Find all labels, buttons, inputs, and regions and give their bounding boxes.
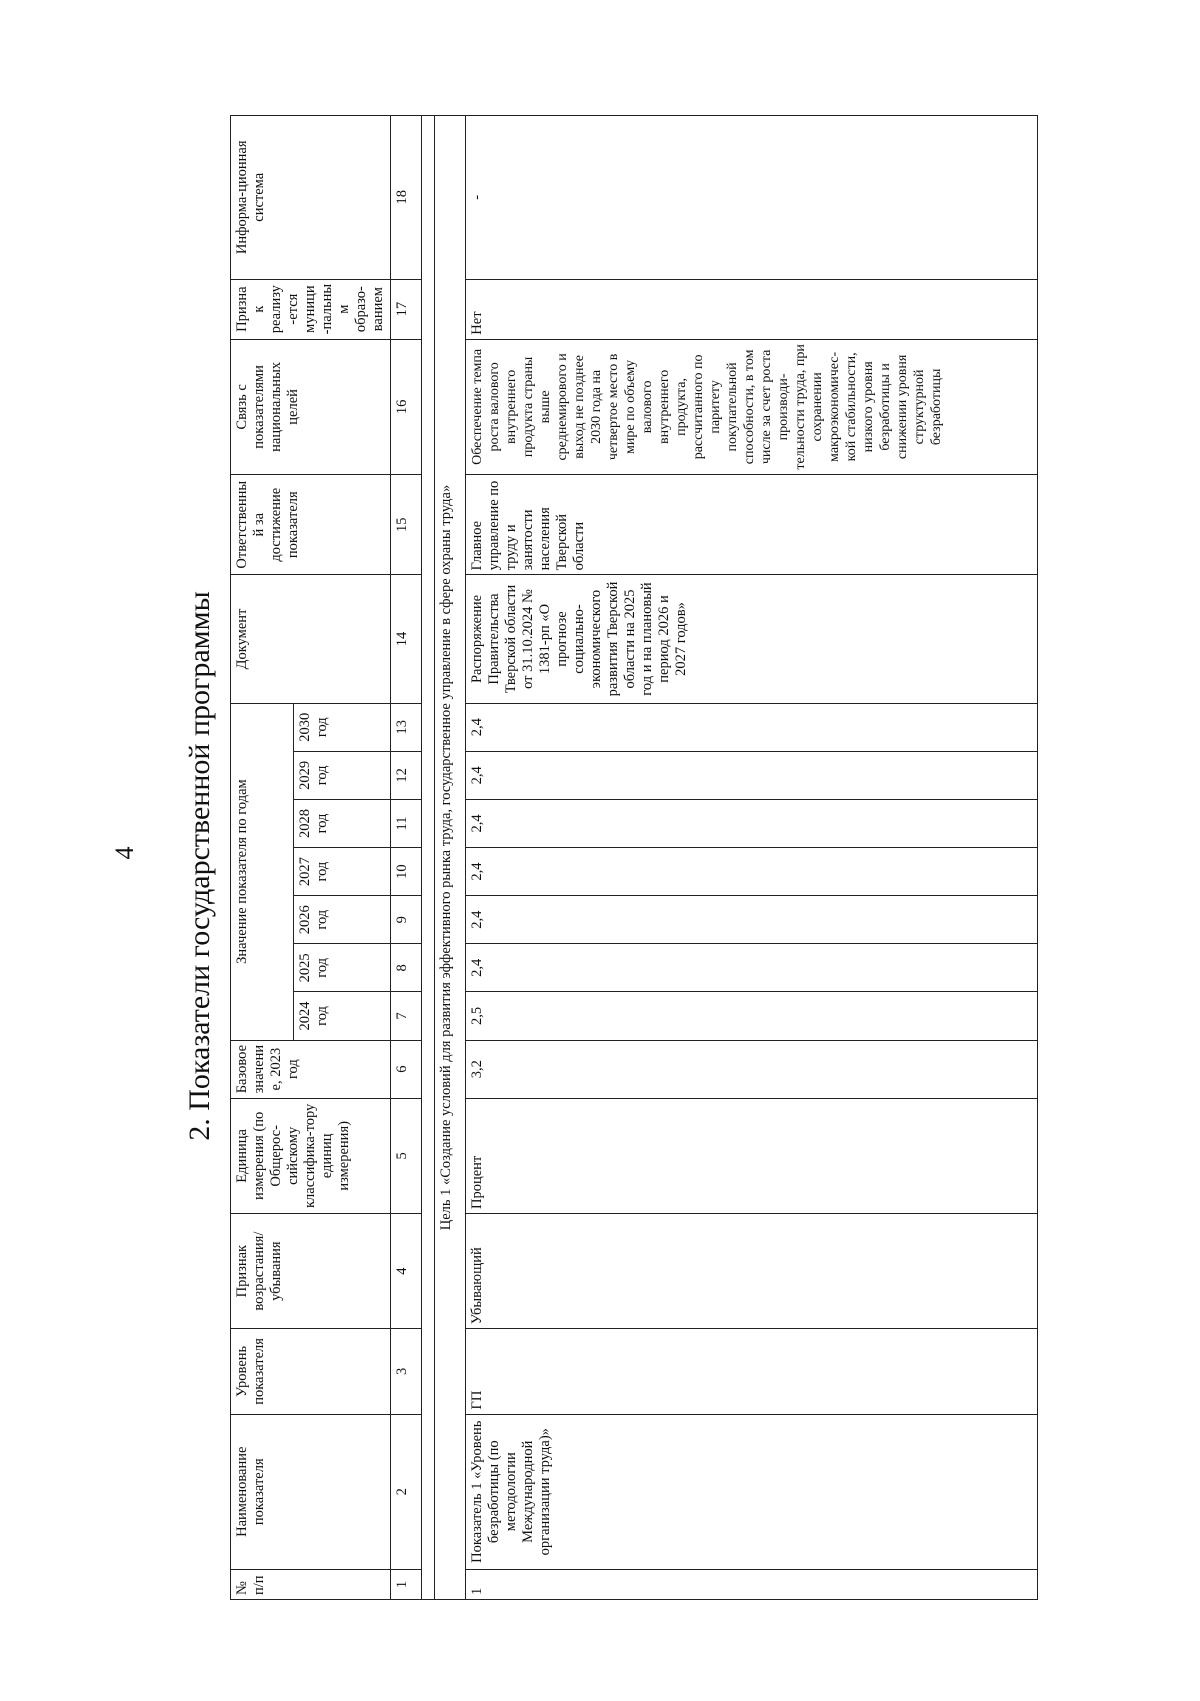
header-year-2029: 2029 год — [294, 751, 391, 799]
header-row — [231, 116, 294, 1600]
row-value-2028: 2,4 — [466, 799, 1038, 847]
header-national: Связь с показателями национальных целей — [231, 339, 391, 474]
header-year-2025: 2025 год — [294, 944, 391, 992]
row-value-2029: 2,4 — [466, 751, 1038, 799]
indicators-table — [230, 115, 1038, 1600]
header-year-2030: 2030 год — [294, 703, 391, 751]
page-number: 4 — [110, 846, 139, 860]
column-number: 11 — [391, 799, 422, 847]
header-infosystem: Информа-ционная система — [231, 116, 391, 280]
column-number: 17 — [391, 279, 422, 339]
goal-row — [435, 116, 466, 1600]
header-responsible: Ответственный за достижение показателя — [231, 475, 391, 575]
column-number: 9 — [391, 896, 422, 944]
column-number: 1 — [391, 1569, 422, 1599]
column-number: 14 — [391, 575, 422, 703]
header-base: Базовое значение, 2023 год — [231, 1040, 391, 1098]
header-year-2026: 2026 год — [294, 896, 391, 944]
row-value-2027: 2,4 — [466, 848, 1038, 896]
column-number: 15 — [391, 475, 422, 575]
column-number: 16 — [391, 339, 422, 474]
spacer-cell — [422, 116, 435, 1600]
page-title: 2. Показатели государственной программы — [183, 591, 216, 1141]
row-infosystem: - — [466, 116, 1038, 280]
header-document: Документ — [231, 575, 391, 703]
column-numbers-row — [391, 116, 422, 1600]
goal-text: Цель 1 «Создание условий для развития эффективного рынка труда, государственное управление в сфере охраны труда» — [435, 116, 466, 1600]
row-national: Обеспечение темпа роста валового внутреннего продукта страны выше среднемирового и выход не позднее 2030 года на четвертое место в мире по объему валового внутреннего продукта, рассчитанного по паритету покупательной способности, в том числе за счет роста производи-тельности труда, при сохранении макроэкономичес-кой стабильности, низкого уровня безработицы и снижении уровня структурной безработицы — [466, 339, 1038, 474]
table-row — [466, 116, 1038, 1600]
column-number: 8 — [391, 944, 422, 992]
column-number: 7 — [391, 992, 422, 1040]
row-value-2026: 2,4 — [466, 896, 1038, 944]
row-no: 1 — [466, 1569, 1038, 1599]
header-unit: Единица измерения (по Общерос-сийскому классифика-тору единиц измерения) — [231, 1098, 391, 1213]
header-municipal: Признак реализу-ется муници-пальным образо-ванием — [231, 279, 391, 339]
row-document: Распоряжение Правительства Тверской области от 31.10.2024 № 1381-рп «О прогнозе социально-экономического развития Тверской области на 2025 год и на плановый период 2026 и 2027 годов» — [466, 575, 1038, 703]
row-trend: Убывающий — [466, 1214, 1038, 1329]
column-number: 5 — [391, 1098, 422, 1213]
column-number: 6 — [391, 1040, 422, 1098]
row-responsible: Главное управление по труду и занятости населения Тверской области — [466, 475, 1038, 575]
header-no: № п/п — [231, 1569, 391, 1599]
header-year-2024: 2024 год — [294, 992, 391, 1040]
row-level: ГП — [466, 1329, 1038, 1414]
header-year-2027: 2027 год — [294, 848, 391, 896]
row-unit: Процент — [466, 1098, 1038, 1213]
row-base: 3,2 — [466, 1040, 1038, 1098]
header-name: Наименование показателя — [231, 1414, 391, 1569]
header-year-2028: 2028 год — [294, 799, 391, 847]
column-number: 2 — [391, 1414, 422, 1569]
indicators-table-container — [230, 115, 1080, 1600]
column-number: 13 — [391, 703, 422, 751]
column-number: 10 — [391, 848, 422, 896]
spacer-row — [422, 116, 435, 1600]
row-value-2024: 2,5 — [466, 992, 1038, 1040]
row-municipal: Нет — [466, 279, 1038, 339]
column-number: 3 — [391, 1329, 422, 1414]
column-number: 4 — [391, 1214, 422, 1329]
header-values-group: Значение показателя по годам — [231, 703, 294, 1040]
row-name: Показатель 1 «Уровень безработицы (по методологии Международной организации труда)» — [466, 1414, 1038, 1569]
row-value-2030: 2,4 — [466, 703, 1038, 751]
header-trend: Признак возрастания/ убывания — [231, 1214, 391, 1329]
column-number: 18 — [391, 116, 422, 280]
row-value-2025: 2,4 — [466, 944, 1038, 992]
header-level: Уровень показателя — [231, 1329, 391, 1414]
column-number: 12 — [391, 751, 422, 799]
